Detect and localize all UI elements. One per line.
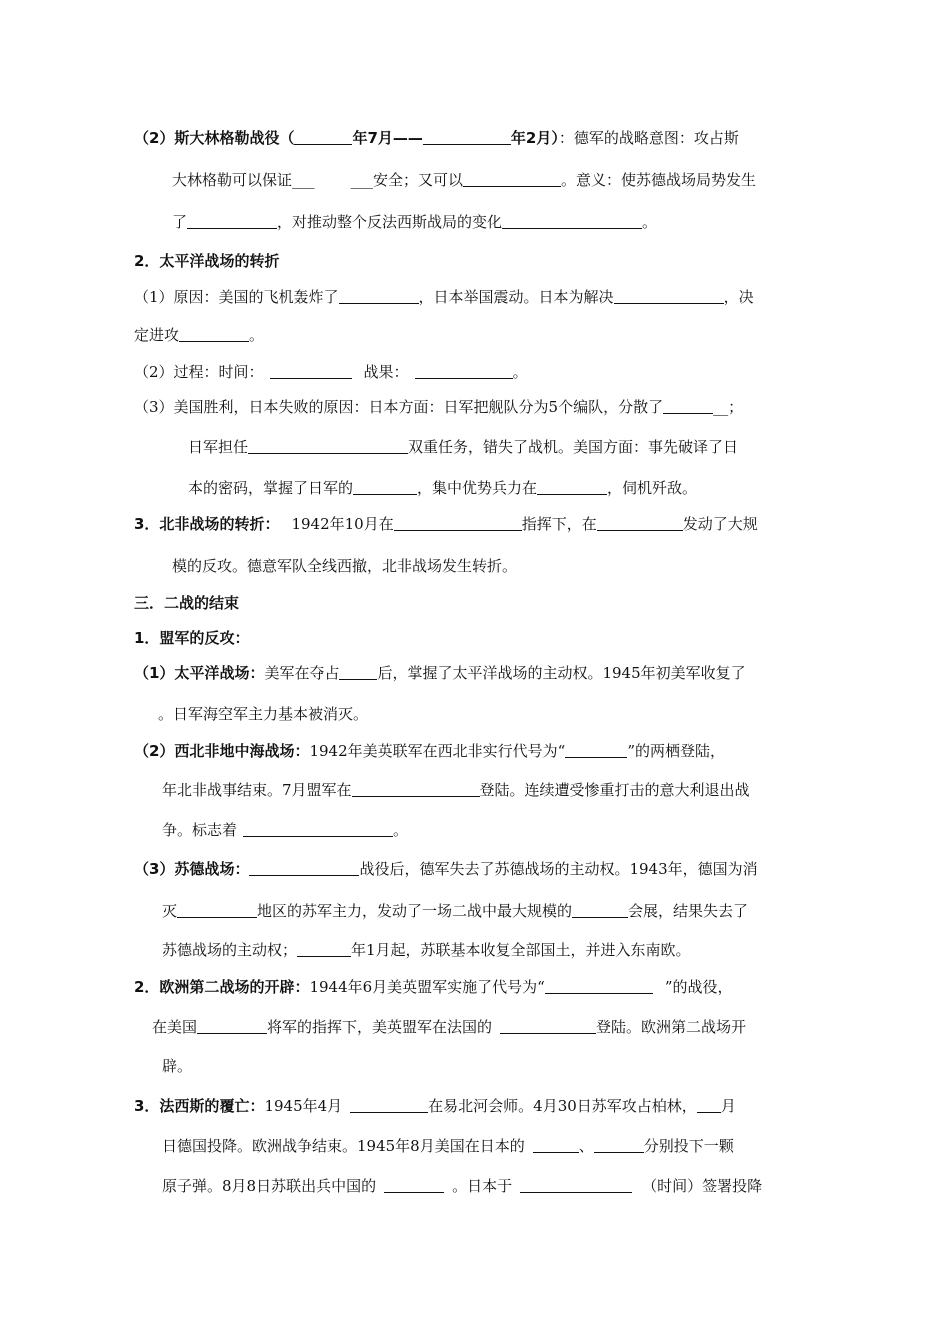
text-meaning: 。意义：使苏德战场局势发生	[561, 171, 757, 189]
heading-second-front: 2．欧洲第二战场的开辟：	[134, 978, 310, 996]
text-largest: 地区的苏军主力，发动了一场二战中最大规模的	[257, 902, 573, 920]
line-soviet-front-3	[162, 940, 691, 960]
text-le: 了	[172, 213, 188, 231]
blank-city-1[interactable]	[533, 1136, 579, 1153]
line-pacific-cause	[134, 287, 754, 307]
line-north-africa	[134, 514, 758, 534]
blank-seized[interactable]	[339, 663, 377, 680]
blank-general[interactable]	[197, 1017, 267, 1034]
blank-result[interactable]	[415, 362, 513, 379]
text-japan-shock: ，日本举国震动。日本为解决	[418, 288, 614, 306]
blank-region[interactable]	[177, 901, 257, 918]
line-pacific-counter-2: 。日军海空军主力基本被消灭。	[158, 705, 369, 723]
text-us-seize: 美军在夺占	[264, 664, 340, 682]
text-cause: （1）原因：美国的飞机轰炸了	[134, 288, 339, 306]
blank-attack-target[interactable]	[179, 325, 249, 342]
text-period: 。	[512, 363, 528, 381]
blank-end-year[interactable]	[423, 128, 511, 145]
blank-dispersed[interactable]	[663, 397, 713, 414]
blank-year[interactable]	[297, 940, 351, 957]
text-campaign: ”的战役，	[664, 978, 733, 996]
line-north-africa-2: 模的反攻。德意军队全线西撤，北非战场发生转折。	[172, 557, 518, 575]
text-jue: ，决	[723, 288, 754, 306]
text-1942-oct: 1942年10月在	[291, 515, 394, 533]
heading-pacific-front: （1）太平洋战场：	[134, 664, 265, 682]
text-italy-exit: 登陆。连续遭受惨重打击的意大利退出战	[479, 781, 750, 799]
text-initiative: 后，掌握了太平洋战场的主动权。1945年初美军收复了	[377, 664, 746, 682]
text-codes: 本的密码，掌握了日军的	[188, 479, 354, 497]
line-pacific-process	[134, 362, 528, 382]
heading-fascism-fall: 3．法西斯的覆亡：	[134, 1097, 265, 1115]
text-command: 指挥下，在	[521, 515, 597, 533]
blank-battle[interactable]	[249, 859, 359, 876]
blank-bombed[interactable]	[339, 287, 419, 304]
heading-stalingrad: （2）斯大林格勒战役（	[134, 129, 295, 147]
line-med-front	[134, 741, 725, 761]
text-in-us: 在美国	[152, 1018, 198, 1036]
heading-pacific-turn: 2．太平洋战场的转折	[134, 252, 280, 270]
blank-place[interactable]	[597, 514, 683, 531]
blank-change[interactable]	[502, 212, 642, 229]
text-elbe: 在易北河会师。4月30日苏军攻占柏林，	[428, 1097, 697, 1115]
blank-resolve[interactable]	[614, 287, 724, 304]
blank-situation[interactable]	[187, 212, 277, 229]
text-underscore: __	[713, 398, 729, 416]
text-1945-apr: 1945年4月	[264, 1097, 343, 1115]
text-atomic: 分别投下一颗	[643, 1137, 734, 1155]
heading-med-front: （2）西北非地中海战场：	[134, 742, 310, 760]
blank-city-2[interactable]	[594, 1136, 644, 1153]
text-reason: （3）美国胜利，日本失败的原因：日本方面：日军把舰队分为5个编队，分散了	[134, 398, 664, 416]
blank-commander[interactable]	[394, 514, 522, 531]
blank-code-name[interactable]	[565, 741, 627, 758]
text-decide-attack: 定进攻	[134, 326, 180, 344]
text-sign-surrender: （时间）签署投降	[642, 1177, 763, 1195]
heading-soviet-front: （3）苏德战场：	[134, 860, 250, 878]
text-1944: 1944年6月美英盟军实施了代号为“	[309, 978, 545, 996]
text-yue: 月	[720, 1097, 736, 1115]
line-second-front-2	[152, 1017, 746, 1037]
line-fascism-fall	[134, 1096, 736, 1116]
line-pacific-reason-3	[188, 478, 697, 498]
blank-landing-site[interactable]	[352, 780, 480, 797]
text-period: 。	[393, 821, 409, 839]
text-strategic-intent: ：德军的战略意图：攻占斯	[558, 129, 739, 147]
blank-dual-task[interactable]	[248, 437, 408, 454]
line-fascism-fall-2	[162, 1136, 734, 1156]
line-stalingrad-2	[172, 170, 756, 190]
text-process-time: （2）过程：时间：	[134, 363, 264, 381]
line-pacific-cause-2	[134, 325, 264, 345]
text-japan-in: 。日本于	[452, 1177, 513, 1195]
line-soviet-front-2	[162, 901, 748, 921]
text-general-command: 将军的指挥下，美英盟军在法国的	[267, 1018, 493, 1036]
text-marks: 争。标志着	[162, 821, 238, 839]
text-feb: 年2月）	[510, 129, 559, 147]
line-med-front-2	[162, 780, 750, 800]
text-safety: ___安全；又可以	[350, 171, 464, 189]
text-ambush: ，伺机歼敌。	[607, 479, 698, 497]
text-guarantee: 大林格勒可以保证___	[172, 171, 315, 189]
line-pacific-reason-2	[188, 437, 738, 457]
heading-allied-counter: 1．盟军的反攻：	[134, 629, 250, 647]
text-result: 战果：	[363, 363, 409, 381]
line-med-front-3	[162, 820, 408, 840]
text-concentrate: ，集中优势兵力在	[417, 479, 538, 497]
heading-north-africa: 3．北非战场的转折：	[134, 515, 280, 533]
line-soviet-front	[134, 859, 758, 879]
text-period: 。	[249, 326, 265, 344]
line-stalingrad-title	[134, 128, 739, 148]
blank-region-china[interactable]	[384, 1176, 444, 1193]
text-amphibious: ”的两栖登陆，	[627, 742, 725, 760]
line-fascism-fall-3	[162, 1176, 762, 1196]
blank-battle-scale[interactable]	[572, 901, 628, 918]
text-surrender: 日德国投降。欧洲战争结束。1945年8月美国在日本的	[162, 1137, 525, 1155]
text-period: 。	[642, 213, 658, 231]
text-landing: 1942年美英联军在西北非实行代号为“	[309, 742, 566, 760]
text-ussr-china: 原子弹。8月8日苏联出兵中国的	[162, 1177, 377, 1195]
blank-meet[interactable]	[350, 1096, 428, 1113]
text-comma: 、	[578, 1137, 594, 1155]
blank-japan-plan[interactable]	[353, 478, 417, 495]
text-recover: 年1月起，苏联基本收复全部国土，并进入东南欧。	[351, 941, 691, 959]
blank-start-year[interactable]	[294, 128, 352, 145]
text-result-lost: 会展，结果失去了	[628, 902, 749, 920]
heading-war-end: 三．二战的结束	[134, 594, 240, 612]
blank-operation-code[interactable]	[545, 977, 653, 994]
blank-can-also[interactable]	[463, 170, 561, 187]
line-stalingrad-3	[172, 212, 657, 232]
blank-location[interactable]	[537, 478, 607, 495]
text-push-change: ，对推动整个反法西斯战局的变化	[277, 213, 503, 231]
blank-surrender-date[interactable]	[520, 1176, 632, 1193]
text-after-battle: 战役后，德军失去了苏德战场的主动权。1943年，德国为消	[359, 860, 758, 878]
blank-time[interactable]	[270, 362, 352, 379]
text-nafrica-end: 年北非战事结束。7月盟军在	[162, 781, 352, 799]
text-destroy: 灭	[162, 902, 178, 920]
text-initiative-lost: 苏德战场的主动权；	[162, 941, 298, 959]
blank-month[interactable]	[697, 1096, 721, 1113]
line-second-front-3: 辟。	[162, 1057, 193, 1075]
line-second-front	[134, 977, 733, 997]
text-july: 年7月——	[352, 129, 423, 147]
blank-normandy[interactable]	[500, 1017, 596, 1034]
text-launch: 发动了大规	[682, 515, 758, 533]
text-semicolon: ；	[728, 398, 744, 416]
blank-sign[interactable]	[243, 820, 393, 837]
line-pacific-counter	[134, 663, 746, 683]
line-pacific-reason	[134, 397, 743, 417]
text-missed-chance: 双重任务，错失了战机。美国方面：事先破译了日	[408, 438, 739, 456]
text-japan-task: 日军担任	[188, 438, 249, 456]
text-opened: 登陆。欧洲第二战场开	[596, 1018, 747, 1036]
